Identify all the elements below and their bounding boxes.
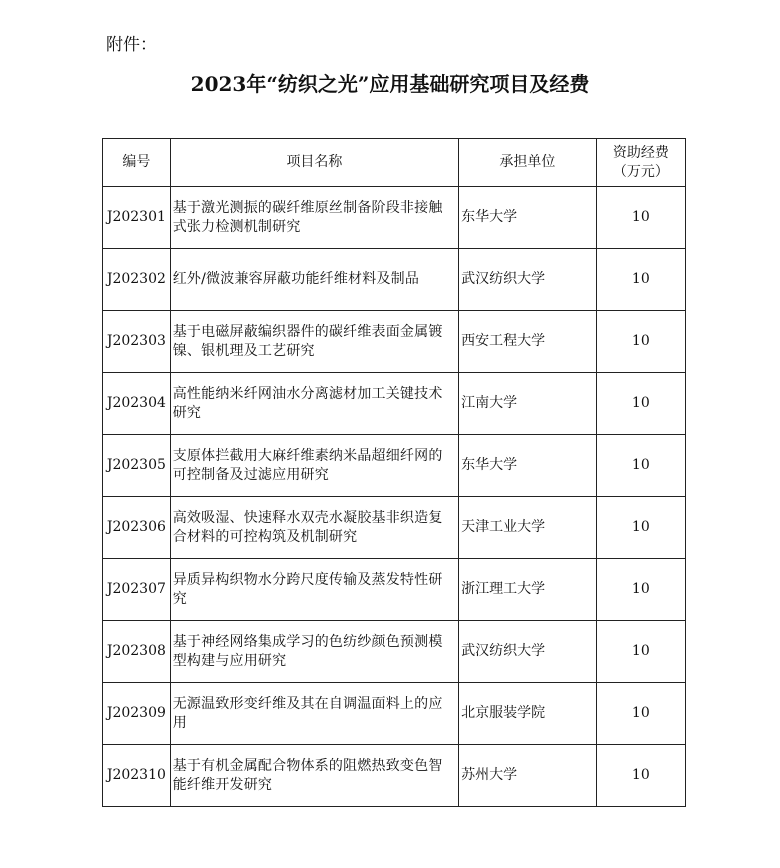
project-unit: 北京服装学院 <box>459 683 597 745</box>
project-fund: 10 <box>596 745 685 807</box>
project-unit: 武汉纺织大学 <box>459 621 597 683</box>
project-id: J202306 <box>103 497 171 559</box>
project-unit: 天津工业大学 <box>459 497 597 559</box>
project-name: 高效吸湿、快速释水双壳水凝胶基非织造复合材料的可控构筑及机制研究 <box>170 497 458 559</box>
project-name: 支原体拦截用大麻纤维素纳米晶超细纤网的可控制备及过滤应用研究 <box>170 435 458 497</box>
table-row <box>103 497 686 559</box>
project-unit: 东华大学 <box>459 435 597 497</box>
project-unit: 西安工程大学 <box>459 311 597 373</box>
project-fund: 10 <box>596 311 685 373</box>
header-name: 项目名称 <box>170 139 458 187</box>
table-row <box>103 683 686 745</box>
project-fund: 10 <box>596 187 685 249</box>
table-row <box>103 435 686 497</box>
project-id: J202305 <box>103 435 171 497</box>
project-funding-table <box>102 138 686 807</box>
project-unit: 江南大学 <box>459 373 597 435</box>
header-fund-line2: （万元） <box>612 163 669 180</box>
table-row <box>103 311 686 373</box>
project-name: 基于电磁屏蔽编织器件的碳纤维表面金属镀镍、银机理及工艺研究 <box>170 311 458 373</box>
header-row <box>103 139 686 187</box>
project-id: J202301 <box>103 187 171 249</box>
project-name: 异质异构织物水分跨尺度传输及蒸发特性研究 <box>170 559 458 621</box>
header-unit: 承担单位 <box>459 139 597 187</box>
project-fund: 10 <box>596 249 685 311</box>
project-name: 高性能纳米纤网油水分离滤材加工关键技术研究 <box>170 373 458 435</box>
project-name: 无源温致形变纤维及其在自调温面料上的应用 <box>170 683 458 745</box>
project-unit: 苏州大学 <box>459 745 597 807</box>
header-id: 编号 <box>103 139 171 187</box>
project-id: J202304 <box>103 373 171 435</box>
project-id: J202307 <box>103 559 171 621</box>
project-id: J202309 <box>103 683 171 745</box>
project-fund: 10 <box>596 621 685 683</box>
header-fund <box>596 139 685 187</box>
project-fund: 10 <box>596 559 685 621</box>
project-id: J202308 <box>103 621 171 683</box>
project-fund: 10 <box>596 435 685 497</box>
project-unit: 武汉纺织大学 <box>459 249 597 311</box>
header-fund-line1: 资助经费 <box>612 144 669 161</box>
project-name: 基于激光测振的碳纤维原丝制备阶段非接触式张力检测机制研究 <box>170 187 458 249</box>
document-title: 2023年“纺织之光”应用基础研究项目及经费 <box>190 72 590 96</box>
table-row <box>103 745 686 807</box>
project-id: J202303 <box>103 311 171 373</box>
table-row <box>103 187 686 249</box>
table-header <box>103 139 686 187</box>
project-fund: 10 <box>596 373 685 435</box>
project-fund: 10 <box>596 683 685 745</box>
project-id: J202310 <box>103 745 171 807</box>
attachment-label: 附件： <box>106 35 157 55</box>
project-unit: 浙江理工大学 <box>459 559 597 621</box>
project-id: J202302 <box>103 249 171 311</box>
project-name: 基于有机金属配合物体系的阻燃热致变色智能纤维开发研究 <box>170 745 458 807</box>
table-row <box>103 249 686 311</box>
project-name: 基于神经网络集成学习的色纺纱颜色预测模型构建与应用研究 <box>170 621 458 683</box>
project-fund: 10 <box>596 497 685 559</box>
project-name: 红外/微波兼容屏蔽功能纤维材料及制品 <box>170 249 458 311</box>
project-unit: 东华大学 <box>459 187 597 249</box>
table-row <box>103 559 686 621</box>
table-body <box>103 187 686 807</box>
table-row <box>103 373 686 435</box>
table-row <box>103 621 686 683</box>
